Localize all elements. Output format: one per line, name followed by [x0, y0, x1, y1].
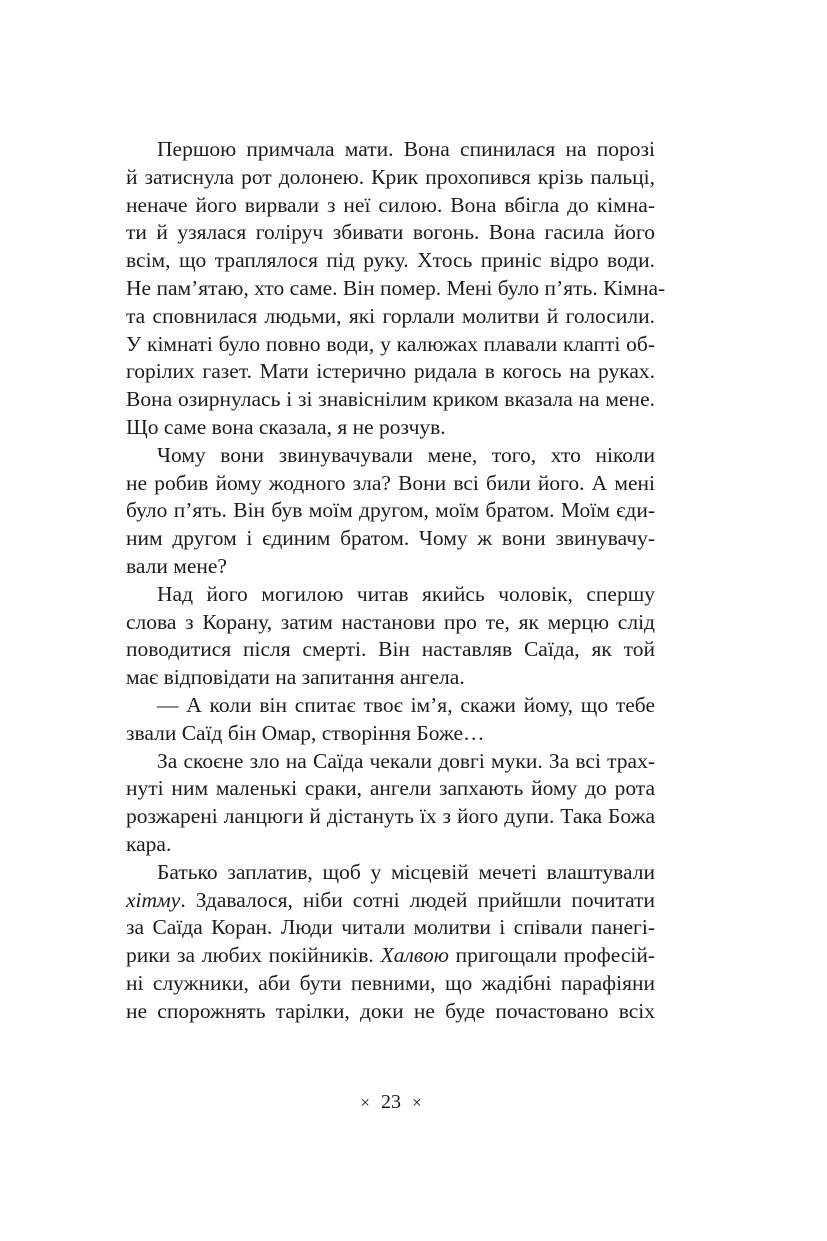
text-line: Що саме вона сказала, я не розчув. — [126, 414, 446, 439]
paragraph-5 — [126, 748, 655, 859]
text-line: кара. — [126, 831, 172, 856]
text-line: вали мене? — [126, 553, 227, 578]
italic-term-hitmu: хітму — [126, 887, 181, 912]
text-line: слова з Корану, затим настанови про те, як мерцю слід — [126, 609, 655, 634]
page-body — [126, 136, 666, 1026]
text-line: неначе його вирвали з неї силою. Вона вбігла до кімна- — [126, 192, 655, 217]
page-number-value: 23 — [381, 1091, 401, 1113]
text-line — [126, 887, 655, 915]
text-line: Над його могилою читав якийсь чоловік, спершу — [157, 581, 655, 606]
text-line: ним другом і єдиним братом. Чому ж вони звинувачу- — [126, 526, 655, 551]
paragraph-6 — [126, 859, 655, 1026]
text-span: пригощали професій- — [448, 943, 656, 968]
paragraph-3 — [126, 581, 655, 692]
text-line: нуті ним маленькі сраки, ангели запхають йому до рота — [126, 776, 655, 801]
page-number — [0, 1090, 782, 1115]
text-line: Батько заплатив, щоб у місцевій мечеті влаштували — [157, 859, 655, 884]
text-line: було п’ять. Він був моїм другом, моїм братом. Моїм єди- — [126, 498, 655, 523]
text-line: У кімнаті було повно води, у калюжах плавали клапті об- — [126, 331, 655, 356]
text-line: Не пам’ятаю, хто саме. Він помер. Мені було п’ять. Кімна- — [126, 275, 666, 300]
text-line: За скоєне зло на Саїда чекали довгі муки. За всі трах- — [157, 748, 655, 773]
folio-ornament-left: × — [360, 1093, 370, 1112]
text-line: Першою примчала мати. Вона спинилася на порозі — [157, 137, 655, 161]
folio-ornament-right: × — [412, 1093, 422, 1112]
text-line: Вона озирнулась і зі знавіснілим криком вказала на мене. — [126, 387, 655, 412]
text-line: розжарені ланцюги й дістануть їх з його дупи. Така Божа — [126, 804, 655, 829]
text-line: ти й узялася голіруч збивати вогонь. Вона гасила його — [126, 220, 655, 245]
text-line: й затиснула рот долонею. Крик прохопився крізь пальці, — [126, 164, 655, 189]
text-line: за Саїда Коран. Люди читали молитви і співали панегі- — [126, 915, 655, 940]
paragraph-2 — [126, 442, 655, 581]
text-line: ні служники, аби бути певними, що жадібні парафіяни — [126, 970, 655, 995]
paragraph-1 — [126, 136, 666, 442]
text-line — [126, 942, 655, 970]
text-line: звали Саїд бін Омар, створіння Боже… — [126, 720, 485, 745]
text-span: рики за любих покійників. — [126, 943, 381, 968]
text-line: не спорожнять тарілки, доки не буде почастовано всіх — [126, 998, 655, 1023]
text-line: та сповнилася людьми, які горлали молитви й голосили. — [126, 303, 655, 328]
text-line: Чому вони звинувачували мене, того, хто ніколи — [157, 442, 655, 467]
text-line: має відповідати на запитання ангела. — [126, 665, 465, 690]
text-line: горілих газет. Мати істерично ридала в когось на руках. — [126, 359, 655, 384]
text-span: . Здавалося, ніби сотні людей прийшли почитати — [180, 887, 655, 912]
italic-term-halvoyu: Халвою — [380, 943, 449, 968]
text-line: — А коли він спитає твоє ім’я, скажи йому, що тебе — [157, 692, 655, 717]
text-line: всім, що траплялося під руку. Хтось приніс відро води. — [126, 248, 655, 273]
text-line: не робив йому жодного зла? Вони всі били його. А мені — [126, 470, 655, 495]
paragraph-4-dialogue — [126, 692, 655, 748]
text-line: поводитися після смерті. Він наставляв Саїда, як той — [126, 637, 655, 662]
